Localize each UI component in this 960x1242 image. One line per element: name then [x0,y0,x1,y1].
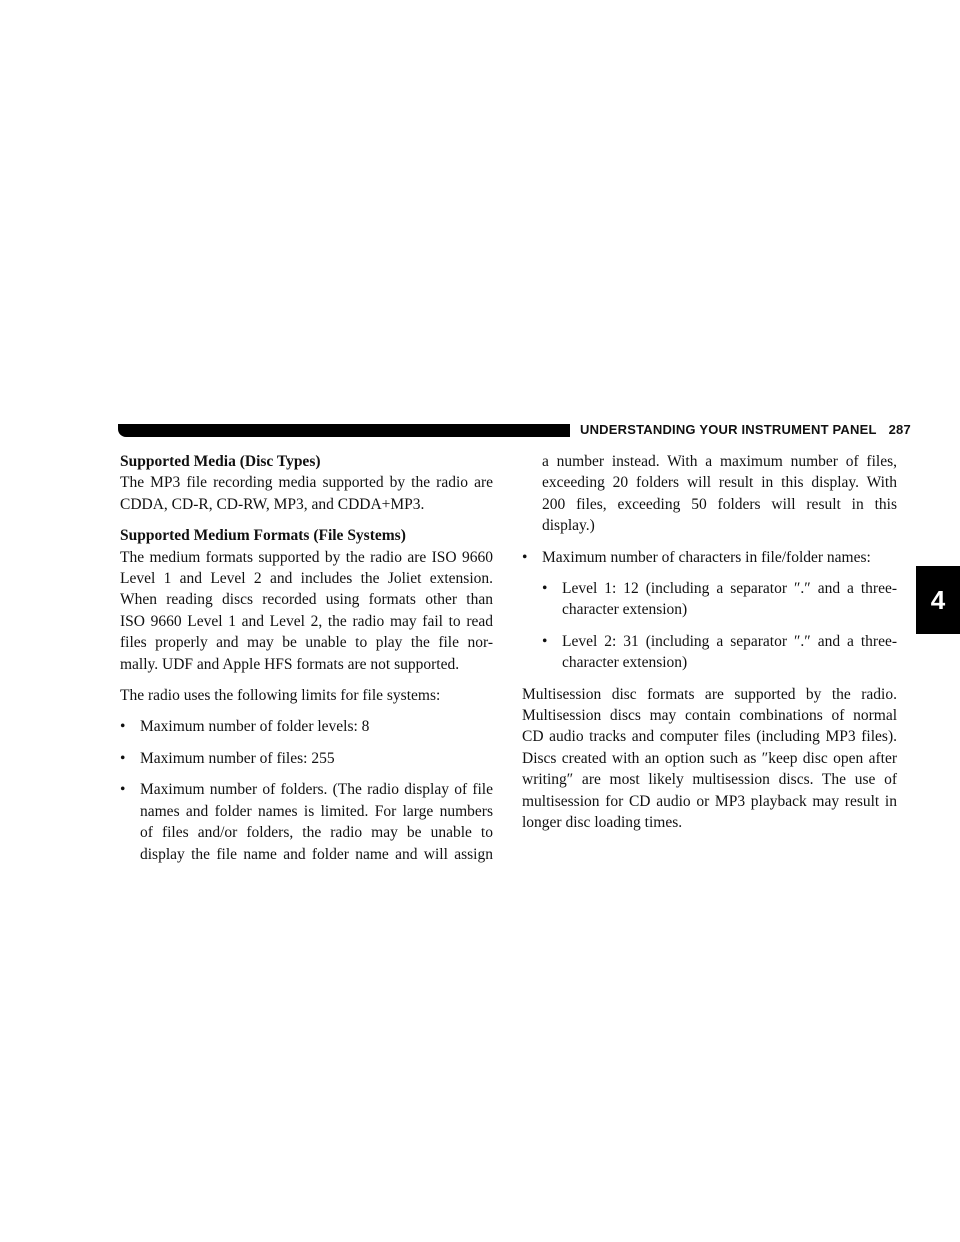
heading-supported-formats: Supported Medium Formats (File Systems) [120,527,406,545]
heading-supported-media: Supported Media (Disc Types) [120,453,321,470]
bullet-max-characters [522,547,897,568]
sub-bullet-level-1 [522,578,897,621]
running-header [580,422,911,437]
page-number: 287 [888,422,911,437]
bullet-text: Maximum number of characters in file/folder names: [542,548,871,566]
bullet-text-line: of files and/or folders, the radio may be unable to [140,824,493,842]
bullet-max-folders-continued [522,451,897,537]
para-multisession-line: longer disc loading times. [522,814,683,832]
para-formats-line: ISO 9660 Level 1 and Level 2, the radio may fail to read [120,612,493,630]
para-formats-line: mally. UDF and Apple HFS formats are not supported. [120,655,460,673]
section-title: UNDERSTANDING YOUR INSTRUMENT PANEL [580,422,877,437]
bullet-text-line: character extension) [562,601,688,619]
bullet-text-line: a number instead. With a maximum number of files, [542,453,897,470]
bullet-text-line: Maximum number of folders. (The radio display of file [140,781,493,799]
bullet-dot: • [120,781,126,799]
para-media-line: CDDA, CD-R, CD-RW, MP3, and CDDA+MP3. [120,495,425,513]
bullet-dot: • [120,749,126,767]
para-formats-line: Level 1 and Level 2 and includes the Joliet extension. [120,570,493,588]
bullet-text-line: character extension) [562,654,688,672]
bullet-text-line: names and folder names is limited. For large numbers [140,802,493,820]
para-formats-line: When reading discs recorded using formats other than [120,591,493,609]
bullet-max-folders [120,779,493,865]
bullet-dot: • [542,632,548,650]
para-limits-intro: The radio uses the following limits for file systems: [120,687,441,705]
para-multisession-line: CD audio tracks and computer files (including MP3 files). [522,728,897,746]
bullet-text-line: display the file name and folder name and will assign [140,845,493,863]
bullet-max-files [120,748,493,769]
para-multisession [522,684,897,834]
left-column [120,451,493,865]
para-multisession-line: Discs created with an option such as ″keep disc open after [522,749,897,767]
bullet-text-line: Level 2: 31 (including a separator ″.″ and a three- [562,632,897,650]
header-rule [118,424,570,437]
right-column [522,451,897,834]
bullet-dot: • [120,718,126,736]
para-multisession-line: Multisession disc formats are supported by the radio. [522,685,897,703]
para-formats-line: files properly and may be unable to play the file nor- [120,634,493,652]
bullet-text: Maximum number of files: 255 [140,749,335,767]
para-multisession-line: writing″ are most likely multisession discs. The use of [522,771,897,789]
bullet-text: Maximum number of folder levels: 8 [140,718,370,736]
para-multisession-line: Multisession discs may contain combinations of normal [522,707,897,725]
bullet-dot: • [522,548,528,566]
para-formats-line: The medium formats supported by the radio are ISO 9660 [120,548,493,566]
sub-bullet-level-2 [522,631,897,674]
bullet-text-line: Level 1: 12 (including a separator ″.″ and a three- [562,580,897,598]
para-media-line: The MP3 file recording media supported by the radio are [120,474,493,492]
para-multisession-line: multisession for CD audio or MP3 playback may result in [522,792,897,810]
bullet-dot: • [542,580,548,598]
bullet-text-line: display.) [542,517,595,535]
bullet-text-line: exceeding 20 folders will result in this display. With [542,474,897,492]
bullet-text-line: 200 files, exceeding 50 folders will result in this [542,495,897,513]
bullet-folder-levels [120,716,493,737]
chapter-tab: 4 [916,566,960,634]
